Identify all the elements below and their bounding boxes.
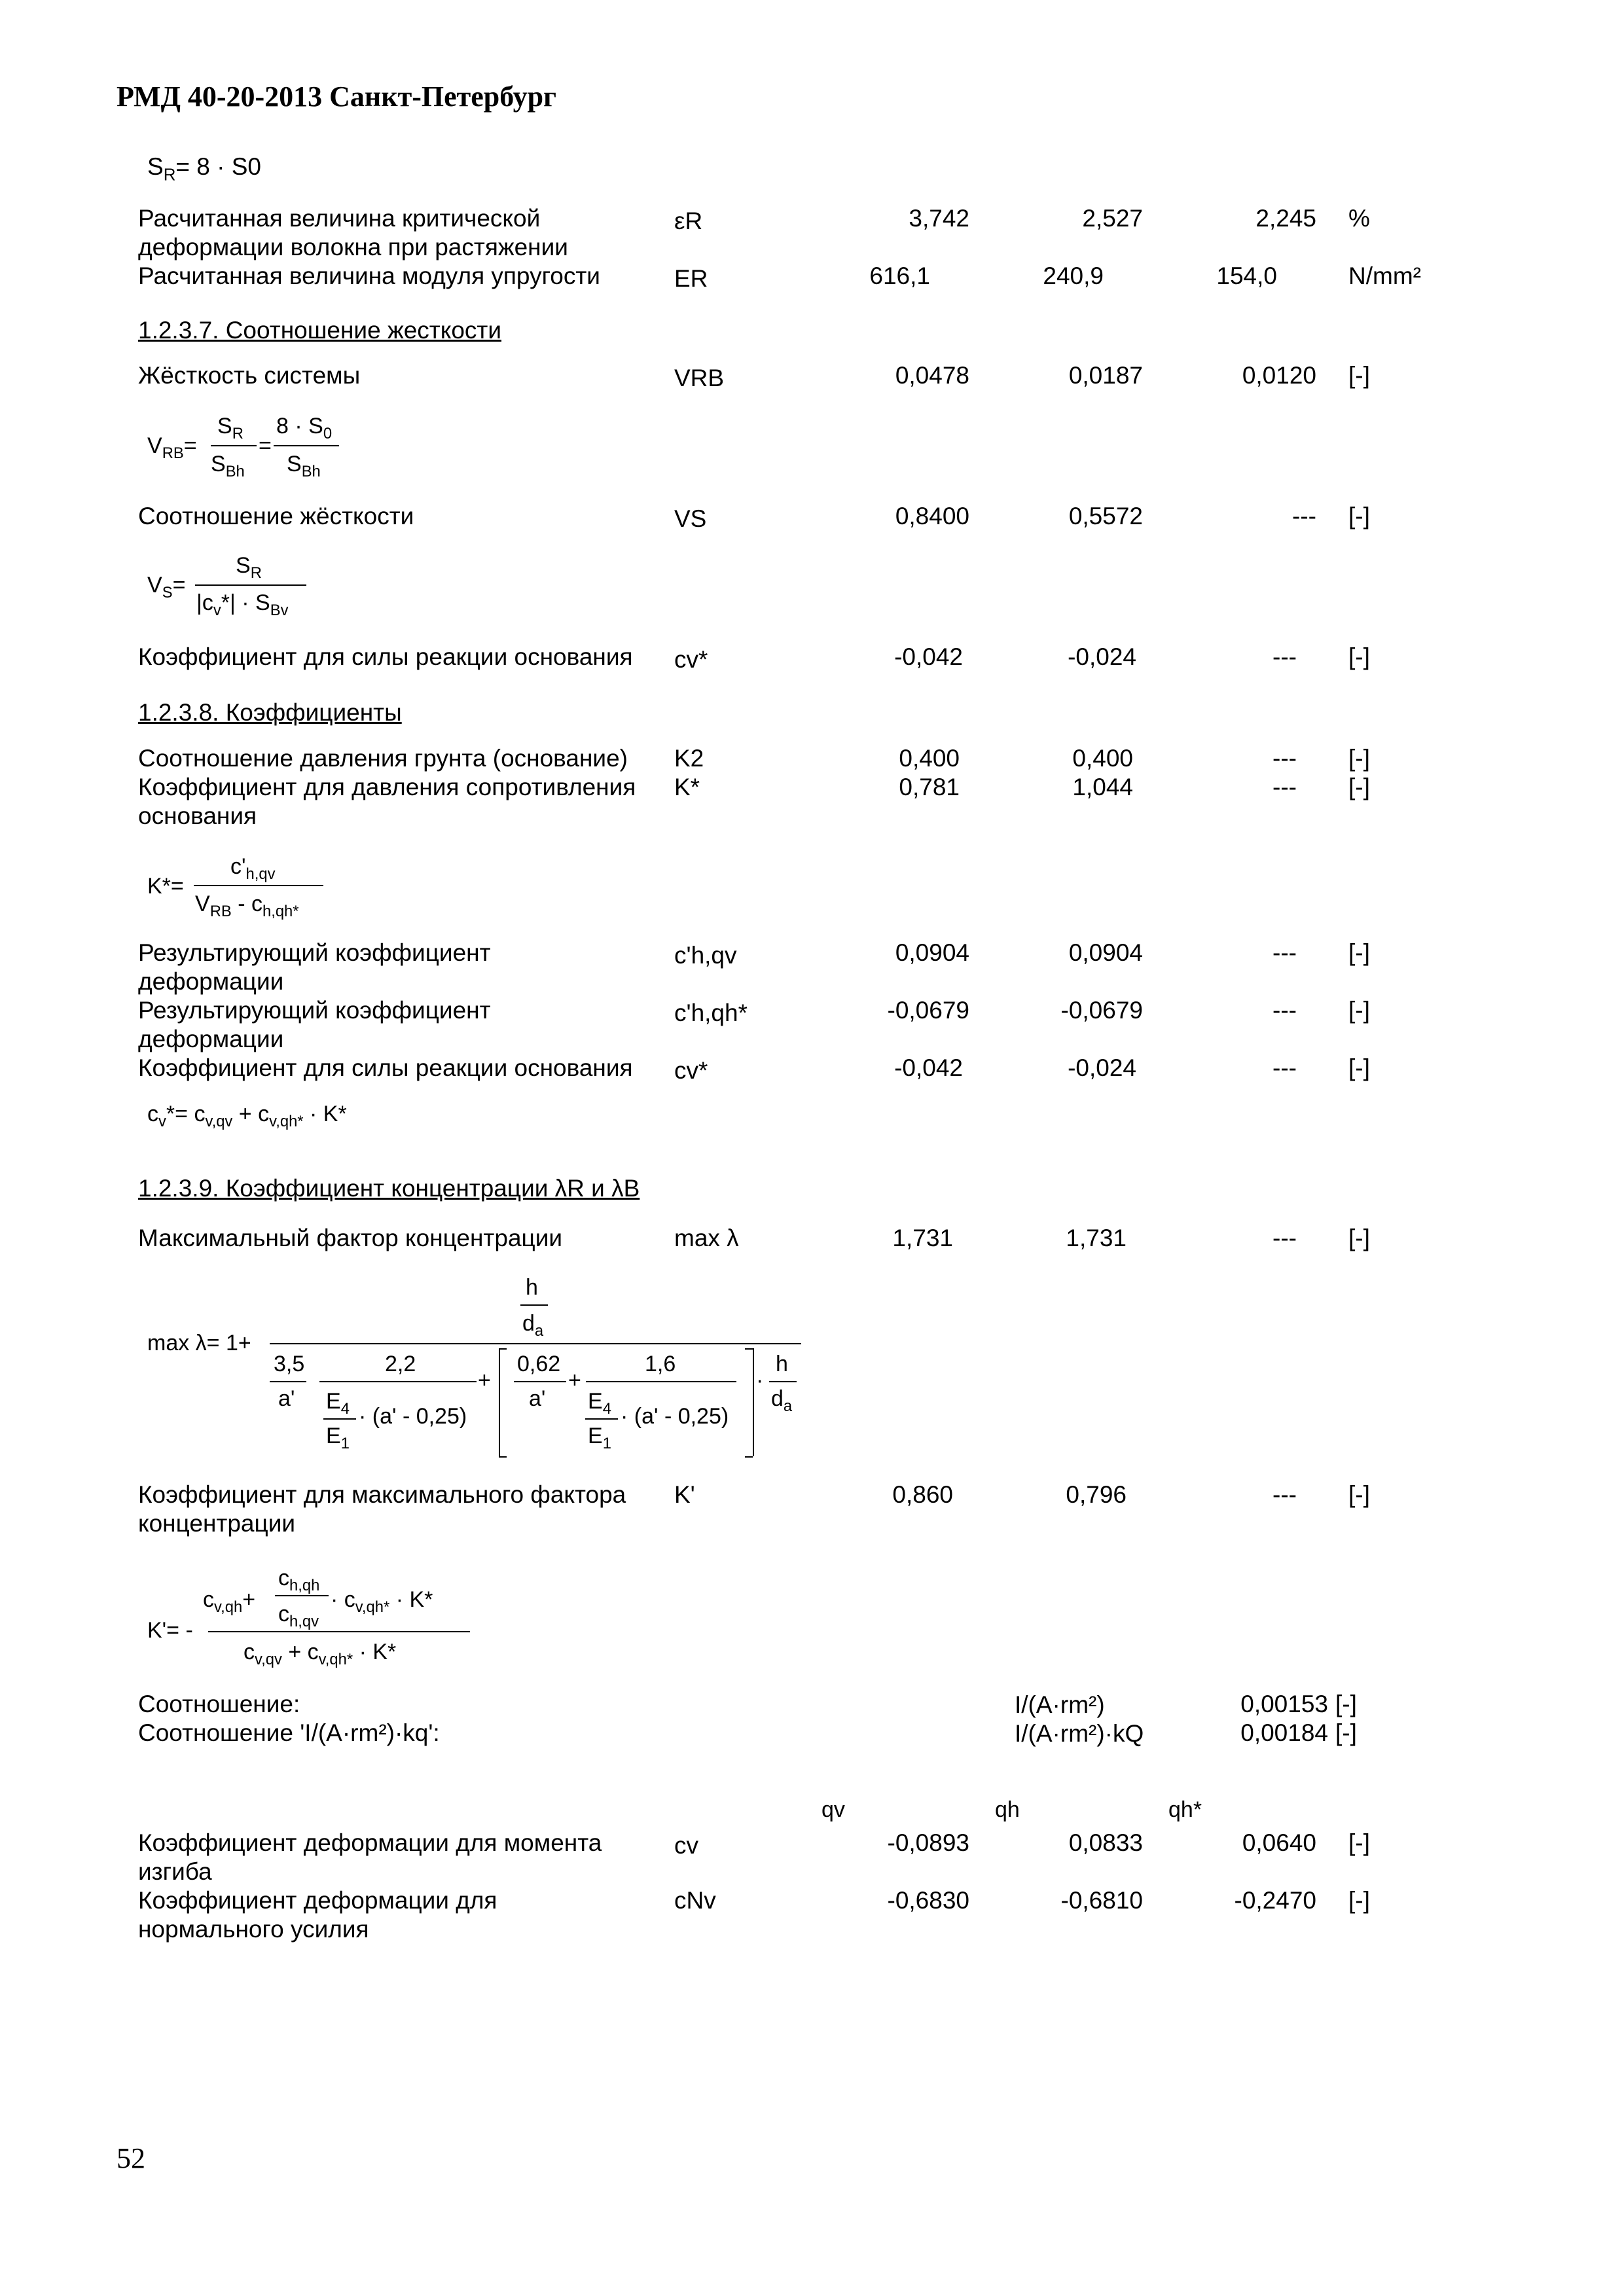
chqh-value-3: ---	[1272, 997, 1297, 1024]
label-kprime-2: концентрации	[138, 1510, 296, 1537]
cv2-value-2: -0,024	[1068, 1054, 1136, 1081]
vrb-value-1: 0,0478	[895, 362, 969, 389]
symbol-vs: VS	[674, 505, 707, 532]
label-cnv-1: Коэффициент деформации для	[138, 1887, 497, 1914]
ratio1-value: 0,00153	[1240, 1691, 1328, 1717]
symbol-cvm: cv	[674, 1832, 698, 1859]
cv1-value-1: -0,042	[894, 643, 963, 670]
kstar-unit: [-]	[1348, 774, 1370, 800]
page-number: 52	[117, 2142, 145, 2174]
label-chqh-2: деформации	[138, 1026, 284, 1052]
kprime-value-1: 0,860	[892, 1481, 953, 1508]
label-eps-2: деформации волокна при растяжении	[138, 234, 568, 260]
symbol-vrb: VRB	[674, 365, 725, 391]
kstar-value-3: ---	[1272, 774, 1297, 800]
symbol-k2: K2	[674, 745, 704, 772]
label-ratio-1: Соотношение:	[138, 1691, 300, 1717]
maxl-value-3: ---	[1272, 1225, 1297, 1251]
vs-value-1: 0,8400	[895, 503, 969, 529]
symbol-er: ER	[674, 265, 708, 292]
page-header-title: РМД 40-20-2013 Санкт-Петербург	[117, 81, 557, 113]
section-heading-1238: 1.2.3.8. Коэффициенты	[138, 699, 402, 726]
chqv-value-1: 0,0904	[895, 939, 969, 966]
er-value-2: 240,9	[1043, 262, 1104, 289]
eps-value-3: 2,245	[1255, 205, 1316, 232]
maxl-value-2: 1,731	[1066, 1225, 1127, 1251]
label-vs: Соотношение жёсткости	[138, 503, 414, 529]
symbol-ratio-2: I/(A·rm²)·kQ	[1015, 1720, 1144, 1747]
symbol-cv-2: cv*	[674, 1057, 708, 1084]
symbol-chqh: c'h,qh*	[674, 999, 748, 1026]
er-unit: N/mm²	[1348, 262, 1421, 289]
label-vrb: Жёсткость системы	[138, 362, 361, 389]
label-kstar-2: основания	[138, 802, 257, 829]
cvm-value-3: 0,0640	[1242, 1829, 1316, 1856]
label-ratio-2: Соотношение 'I/(A·rm²)·kq':	[138, 1719, 440, 1746]
section-heading-1237: 1.2.3.7. Соотношение жесткости	[138, 317, 502, 344]
cnv-value-1: -0,6830	[887, 1887, 969, 1914]
cv1-unit: [-]	[1348, 643, 1370, 670]
label-k2: Соотношение давления грунта (основание)	[138, 745, 628, 772]
symbol-kstar: K*	[674, 774, 700, 800]
symbol-cnv: cNv	[674, 1887, 716, 1914]
cvm-unit: [-]	[1348, 1829, 1370, 1856]
label-chqh-1: Результирующий коэффициент	[138, 997, 491, 1024]
cv1-value-3: ---	[1272, 643, 1297, 670]
kstar-value-1: 0,781	[899, 774, 960, 800]
label-maxl: Максимальный фактор концентрации	[138, 1225, 563, 1251]
vrb-unit: [-]	[1348, 362, 1370, 389]
kstar-value-2: 1,044	[1072, 774, 1133, 800]
cvm-value-1: -0,0893	[887, 1829, 969, 1856]
formula-sr: $S_R= 8 \cdot S0$	[147, 153, 261, 185]
chqh-value-1: -0,0679	[887, 997, 969, 1024]
ratio2-unit: [-]	[1335, 1719, 1357, 1746]
k2-unit: [-]	[1348, 745, 1370, 772]
cnv-unit: [-]	[1348, 1887, 1370, 1914]
label-chqv-1: Результирующий коэффициент	[138, 939, 491, 966]
eps-value-1: 3,742	[909, 205, 969, 232]
chqh-unit: [-]	[1348, 997, 1370, 1024]
chqh-value-2: -0,0679	[1060, 997, 1143, 1024]
chqv-unit: [-]	[1348, 939, 1370, 966]
vs-unit: [-]	[1348, 503, 1370, 529]
section-heading-1239: 1.2.3.9. Коэффициент концентрации λR и λB	[138, 1175, 640, 1202]
er-value-3: 154,0	[1216, 262, 1277, 289]
label-cv-2: Коэффициент для силы реакции основания	[138, 1054, 633, 1081]
chqv-value-2: 0,0904	[1068, 939, 1143, 966]
vrb-value-2: 0,0187	[1068, 362, 1143, 389]
kprime-unit: [-]	[1348, 1481, 1370, 1508]
label-er: Расчитанная величина модуля упругости	[138, 262, 600, 289]
k2-value-1: 0,400	[899, 745, 960, 772]
label-cv-1: Коэффициент для силы реакции основания	[138, 643, 633, 670]
cv2-unit: [-]	[1348, 1054, 1370, 1081]
symbol-maxl: max λ	[674, 1225, 739, 1251]
eps-value-2: 2,527	[1082, 205, 1143, 232]
maxl-unit: [-]	[1348, 1225, 1370, 1251]
ratio2-value: 0,00184	[1240, 1719, 1328, 1746]
chqv-value-3: ---	[1272, 939, 1297, 966]
kprime-value-3: ---	[1272, 1481, 1297, 1508]
label-eps-1: Расчитанная величина критической	[138, 205, 541, 232]
cnv-value-3: -0,2470	[1234, 1887, 1316, 1914]
cv2-value-3: ---	[1272, 1054, 1297, 1081]
label-kprime-1: Коэффициент для максимального фактора	[138, 1481, 626, 1508]
maxl-value-1: 1,731	[892, 1225, 953, 1251]
cv2-value-1: -0,042	[894, 1054, 963, 1081]
symbol-kprime: K'	[674, 1481, 695, 1508]
vs-value-2: 0,5572	[1068, 503, 1143, 529]
column-head-qv: qv	[821, 1797, 845, 1822]
k2-value-3: ---	[1272, 745, 1297, 772]
label-cvm-2: изгиба	[138, 1858, 212, 1885]
vs-value-3: ---	[1292, 503, 1316, 529]
label-kstar-1: Коэффициент для давления сопротивления	[138, 774, 636, 800]
column-head-qhstar: qh*	[1168, 1797, 1202, 1822]
symbol-ratio-1: I/(A·rm²)	[1015, 1691, 1105, 1718]
kprime-value-2: 0,796	[1066, 1481, 1127, 1508]
symbol-chqv: c'h,qv	[674, 942, 737, 969]
label-chqv-2: деформации	[138, 968, 284, 995]
column-head-qh: qh	[995, 1797, 1020, 1822]
symbol-cv-1: cv*	[674, 646, 708, 673]
symbol-eps: εR	[674, 207, 703, 234]
label-cvm-1: Коэффициент деформации для момента	[138, 1829, 602, 1856]
vrb-value-3: 0,0120	[1242, 362, 1316, 389]
cnv-value-2: -0,6810	[1060, 1887, 1143, 1914]
er-value-1: 616,1	[869, 262, 930, 289]
formula-cv: $c_v*= c_{v,qv} + c_{v,qh*} \cdot K*$	[147, 1102, 347, 1130]
k2-value-2: 0,400	[1072, 745, 1133, 772]
eps-unit: %	[1348, 205, 1370, 232]
ratio1-unit: [-]	[1335, 1691, 1357, 1717]
cv1-value-2: -0,024	[1068, 643, 1136, 670]
label-cnv-2: нормального усилия	[138, 1916, 369, 1943]
cvm-value-2: 0,0833	[1068, 1829, 1143, 1856]
